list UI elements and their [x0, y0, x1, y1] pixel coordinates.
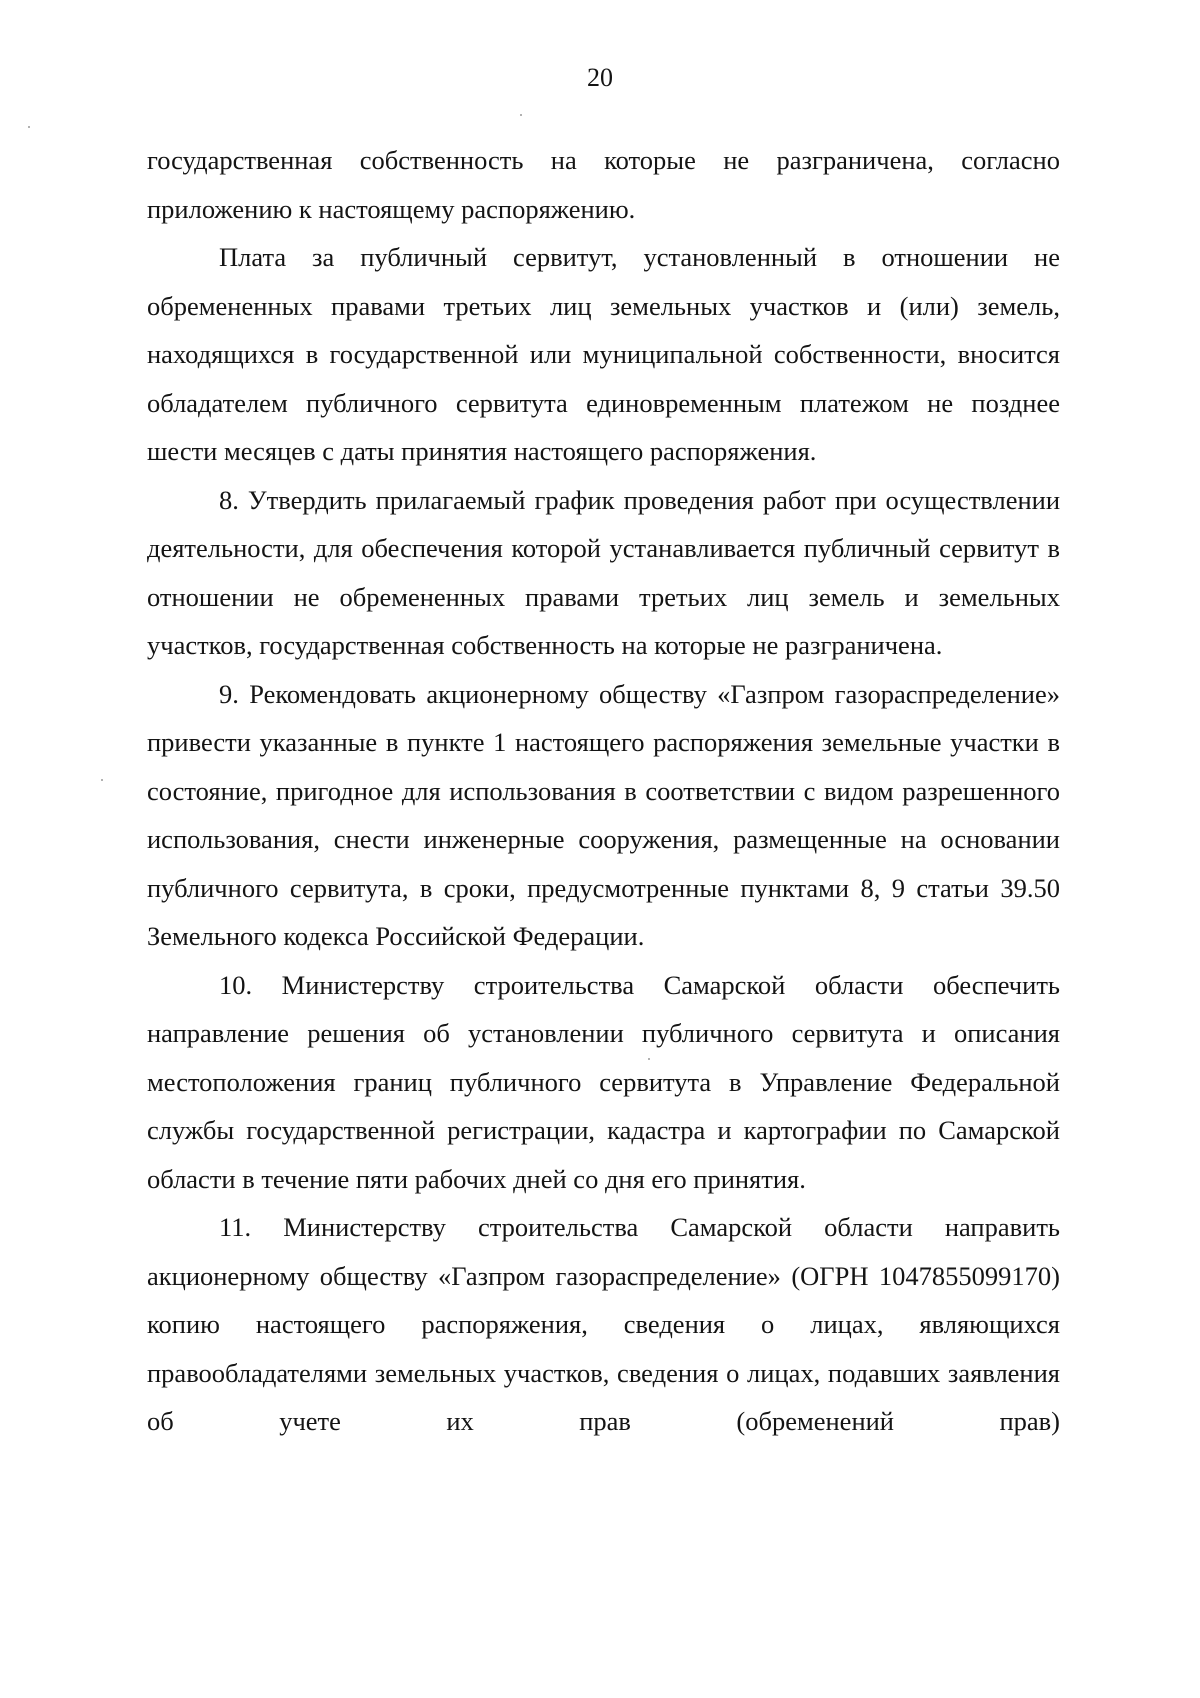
- paragraph-continuation: государственная собственность на которые не разграничена, согласно приложению к настоящему распоряжению.: [147, 145, 1060, 224]
- paragraph-item-8: 8. Утвердить прилагаемый график проведения работ при осуществлении деятельности, для обеспечения которой устанавливается публичный сервитут в отношении не обремененных правами третьих лиц земель и земельных участков, государственная собственность на которые не разграничена.: [147, 484, 1060, 660]
- paragraph-item-11: 11. Министерству строительства Самарской области направить акционерному обществу «Газпром газораспределение» (ОГРН 1047855099170) копию настоящего распоряжения, сведения о лицах, являющихся правообладателями земельных участков, сведения о лицах, подавших заявления об учете их прав (обременений прав): [147, 1212, 1060, 1436]
- scan-speck: [28, 126, 30, 128]
- paragraph-item-10: 10. Министерству строительства Самарской области обеспечить направление решения об установлении публичного сервитута и описания местоположения границ публичного сервитута в Управление Федеральной службы государственной регистрации, кадастра и картографии по Самарской области в течение пяти рабочих дней со дня его принятия.: [147, 969, 1060, 1194]
- scan-speck: [520, 114, 522, 116]
- page-number: 20: [587, 63, 613, 92]
- paragraph-item-9: 9. Рекомендовать акционерному обществу «Газпром газораспределение» привести указанные в пункте 1 настоящего распоряжения земельные участки в состояние, пригодное для использования в соответствии с видом разрешенного использования, снести инженерные сооружения, размещенные на основании публичного сервитута, в сроки, предусмотренные пунктами 8, 9 статьи 39.50 Земельного кодекса Российской Федерации.: [147, 678, 1060, 951]
- scan-speck: [101, 779, 103, 781]
- document-body: [147, 136, 1060, 1446]
- scan-speck: [648, 1058, 650, 1060]
- paragraph-payment: Плата за публичный сервитут, установленный в отношении не обремененных правами третьих лиц земельных участков и (или) земель, находящихся в государственной или муниципальной собственности, вносится обладателем публичного сервитута единовременным платежом не позднее шести месяцев с даты принятия настоящего распоряжения.: [147, 242, 1060, 466]
